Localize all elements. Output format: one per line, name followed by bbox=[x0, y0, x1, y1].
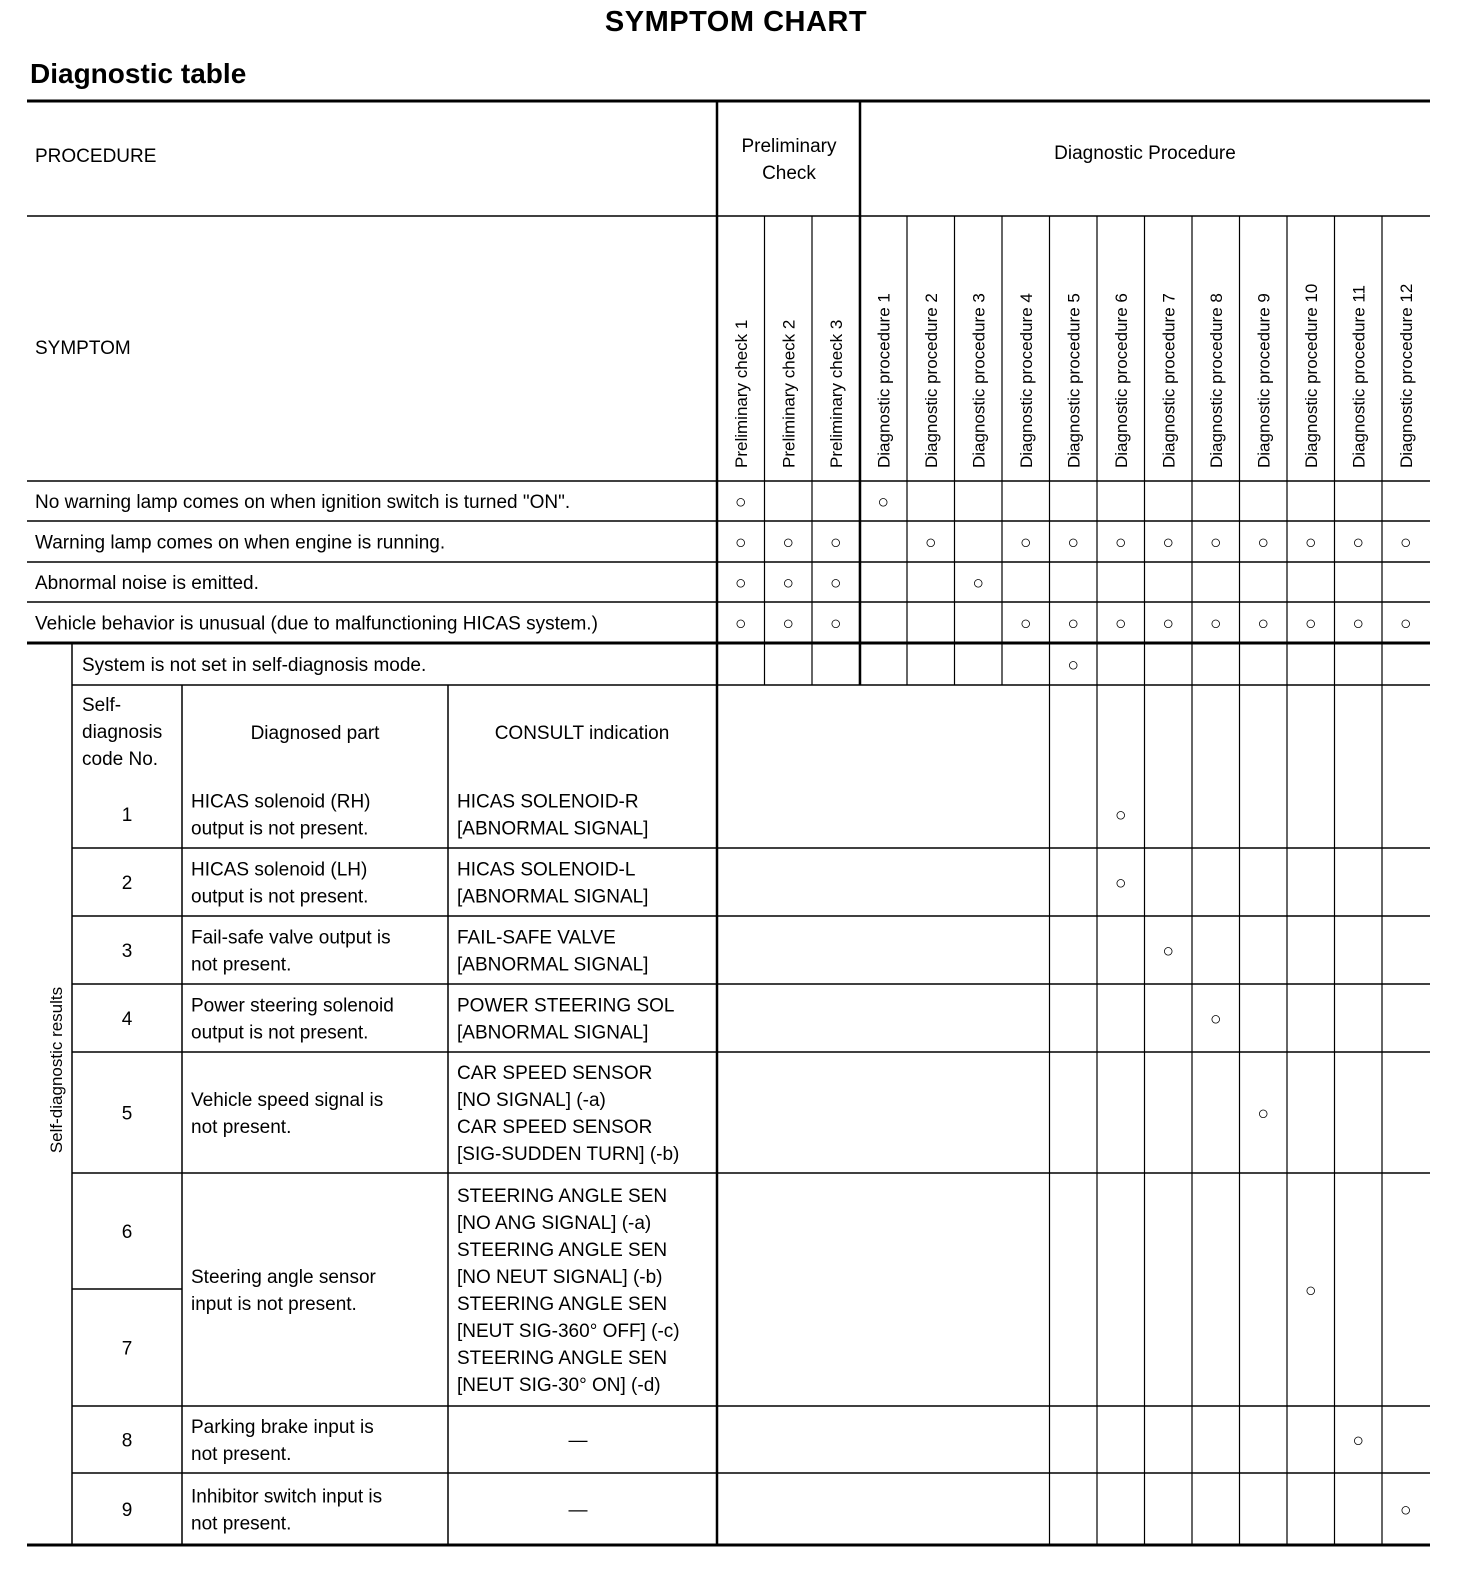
column-header: Diagnostic procedure 11 bbox=[1349, 284, 1369, 468]
consult-indication-header: CONSULT indication bbox=[494, 723, 670, 744]
check-mark: ○ bbox=[735, 573, 747, 594]
check-mark: ○ bbox=[782, 573, 794, 594]
diagnosed-part: Vehicle speed signal is bbox=[191, 1090, 384, 1111]
consult-indication: STEERING ANGLE SEN bbox=[457, 1186, 668, 1207]
column-header: Diagnostic procedure 2 bbox=[921, 293, 941, 468]
diagnosed-part: HICAS solenoid (RH) bbox=[191, 791, 371, 813]
check-mark: ○ bbox=[782, 532, 794, 554]
diagnosed-part: output is not present. bbox=[191, 1022, 369, 1044]
column-header: Diagnostic procedure 3 bbox=[969, 293, 989, 468]
diagnosed-part: Steering angle sensor bbox=[191, 1267, 376, 1288]
check-mark: ○ bbox=[1067, 613, 1079, 635]
check-mark: ○ bbox=[1162, 941, 1174, 962]
check-mark: ○ bbox=[1115, 873, 1127, 894]
symptom-label: No warning lamp comes on when ignition switch is turned "ON". bbox=[35, 492, 571, 513]
diagnosed-part: not present. bbox=[191, 954, 292, 976]
diagnosed-part: output is not present. bbox=[191, 886, 369, 908]
check-mark: ○ bbox=[1210, 1009, 1222, 1030]
check-mark: ○ bbox=[1162, 613, 1174, 635]
check-mark: ○ bbox=[735, 532, 747, 554]
code-number: 7 bbox=[121, 1338, 133, 1360]
consult-indication: FAIL-SAFE VALVE bbox=[457, 927, 616, 949]
check-mark: ○ bbox=[1305, 613, 1317, 635]
diagnosed-part: output is not present. bbox=[191, 818, 369, 840]
column-header: Diagnostic procedure 9 bbox=[1254, 293, 1274, 468]
column-header: Preliminary check 1 bbox=[731, 319, 751, 468]
check-mark: ○ bbox=[735, 492, 747, 513]
consult-indication: [NEUT SIG-30° ON] (-d) bbox=[457, 1375, 661, 1396]
consult-indication: STEERING ANGLE SEN bbox=[457, 1348, 668, 1369]
diagnosed-part: Power steering solenoid bbox=[191, 995, 394, 1017]
diagnosed-part: input is not present. bbox=[191, 1294, 357, 1315]
column-header: Preliminary check 2 bbox=[779, 319, 799, 468]
code-header: Self- bbox=[82, 695, 122, 716]
diagnostic-group-label: Diagnostic Procedure bbox=[1054, 143, 1236, 164]
check-mark: ○ bbox=[972, 573, 984, 594]
consult-indication: [ABNORMAL SIGNAL] bbox=[457, 886, 649, 908]
diagnosed-part: Parking brake input is bbox=[191, 1417, 374, 1438]
preliminary-group-label: Check bbox=[762, 163, 816, 184]
column-header: Diagnostic procedure 10 bbox=[1301, 283, 1321, 468]
self-diag-mode-label: System is not set in self-diagnosis mode. bbox=[82, 655, 427, 676]
consult-indication: [NEUT SIG-360° OFF] (-c) bbox=[457, 1321, 680, 1342]
consult-indication: — bbox=[568, 1430, 588, 1452]
check-mark: ○ bbox=[1115, 805, 1127, 826]
diagnosed-part: HICAS solenoid (LH) bbox=[191, 859, 368, 881]
check-mark: ○ bbox=[782, 613, 794, 635]
self-diagnostic-side-label: Self-diagnostic results bbox=[47, 986, 66, 1154]
consult-indication: STEERING ANGLE SEN bbox=[457, 1240, 668, 1261]
consult-indication: CAR SPEED SENSOR bbox=[457, 1063, 653, 1084]
consult-indication: POWER STEERING SOL bbox=[457, 995, 675, 1017]
diagnosed-part-header: Diagnosed part bbox=[250, 723, 380, 744]
table-title: Diagnostic table bbox=[30, 58, 247, 89]
preliminary-group-label: Preliminary bbox=[741, 136, 837, 157]
column-header: Diagnostic procedure 5 bbox=[1064, 293, 1084, 468]
check-mark: ○ bbox=[1020, 532, 1032, 554]
consult-indication: HICAS SOLENOID-R bbox=[457, 791, 639, 813]
code-number: 1 bbox=[121, 805, 133, 826]
code-number: 4 bbox=[121, 1009, 133, 1030]
check-mark: ○ bbox=[830, 532, 842, 554]
symptom-label: Abnormal noise is emitted. bbox=[35, 573, 259, 594]
column-header: Diagnostic procedure 7 bbox=[1159, 293, 1179, 468]
check-mark: ○ bbox=[1257, 532, 1269, 554]
check-mark: ○ bbox=[830, 613, 842, 635]
code-number: 9 bbox=[121, 1500, 133, 1521]
column-header: Diagnostic procedure 8 bbox=[1206, 293, 1226, 468]
column-header: Diagnostic procedure 4 bbox=[1016, 293, 1036, 468]
check-mark: ○ bbox=[1115, 613, 1127, 635]
symptom-label: SYMPTOM bbox=[35, 338, 131, 359]
check-mark: ○ bbox=[1400, 1500, 1412, 1521]
check-mark: ○ bbox=[1257, 613, 1269, 635]
diagnosed-part: not present. bbox=[191, 1513, 292, 1535]
consult-indication: STEERING ANGLE SEN bbox=[457, 1294, 668, 1315]
code-header: diagnosis bbox=[82, 722, 163, 743]
consult-indication: [ABNORMAL SIGNAL] bbox=[457, 954, 649, 976]
check-mark: ○ bbox=[1305, 1280, 1317, 1302]
check-mark: ○ bbox=[1020, 613, 1032, 635]
diagnosed-part: Fail-safe valve output is bbox=[191, 927, 391, 949]
code-number: 6 bbox=[121, 1222, 133, 1243]
code-number: 8 bbox=[121, 1430, 133, 1452]
consult-indication: HICAS SOLENOID-L bbox=[457, 859, 636, 881]
diagnosed-part: not present. bbox=[191, 1117, 292, 1138]
check-mark: ○ bbox=[1400, 613, 1412, 635]
code-number: 2 bbox=[121, 873, 133, 894]
column-header: Diagnostic procedure 1 bbox=[874, 293, 894, 468]
check-mark: ○ bbox=[1067, 532, 1079, 554]
column-header: Diagnostic procedure 12 bbox=[1396, 283, 1416, 468]
page-title: SYMPTOM CHART bbox=[604, 6, 868, 38]
check-mark: ○ bbox=[925, 532, 937, 554]
check-mark: ○ bbox=[1162, 532, 1174, 554]
consult-indication: CAR SPEED SENSOR bbox=[457, 1117, 653, 1138]
consult-indication: — bbox=[568, 1500, 588, 1521]
check-mark: ○ bbox=[735, 613, 747, 635]
check-mark: ○ bbox=[1352, 532, 1364, 554]
check-mark: ○ bbox=[1400, 532, 1412, 554]
diagnosed-part: Inhibitor switch input is bbox=[191, 1486, 383, 1508]
code-number: 5 bbox=[121, 1103, 133, 1125]
column-header: Preliminary check 3 bbox=[826, 319, 846, 468]
check-mark: ○ bbox=[1305, 532, 1317, 554]
code-header: code No. bbox=[82, 749, 159, 770]
check-mark: ○ bbox=[830, 573, 842, 594]
check-mark: ○ bbox=[1257, 1103, 1269, 1125]
consult-indication: [NO ANG SIGNAL] (-a) bbox=[457, 1213, 652, 1234]
consult-indication: [NO NEUT SIGNAL] (-b) bbox=[457, 1267, 663, 1288]
consult-indication: [NO SIGNAL] (-a) bbox=[457, 1090, 606, 1111]
symptom-label: Vehicle behavior is unusual (due to malfunctioning HICAS system.) bbox=[35, 613, 598, 635]
check-mark: ○ bbox=[1352, 613, 1364, 635]
check-mark: ○ bbox=[1210, 613, 1222, 635]
symptom-label: Warning lamp comes on when engine is running. bbox=[35, 532, 446, 554]
consult-indication: [SIG-SUDDEN TURN] (-b) bbox=[457, 1144, 680, 1165]
code-number: 3 bbox=[121, 941, 133, 962]
check-mark: ○ bbox=[1210, 532, 1222, 554]
consult-indication: [ABNORMAL SIGNAL] bbox=[457, 818, 649, 840]
diagnosed-part: not present. bbox=[191, 1444, 292, 1465]
column-header: Diagnostic procedure 6 bbox=[1111, 293, 1131, 468]
check-mark: ○ bbox=[1352, 1430, 1364, 1452]
check-mark: ○ bbox=[1115, 532, 1127, 554]
check-mark: ○ bbox=[877, 492, 889, 513]
consult-indication: [ABNORMAL SIGNAL] bbox=[457, 1022, 649, 1044]
check-mark: ○ bbox=[1067, 655, 1079, 676]
procedure-label: PROCEDURE bbox=[35, 146, 157, 167]
